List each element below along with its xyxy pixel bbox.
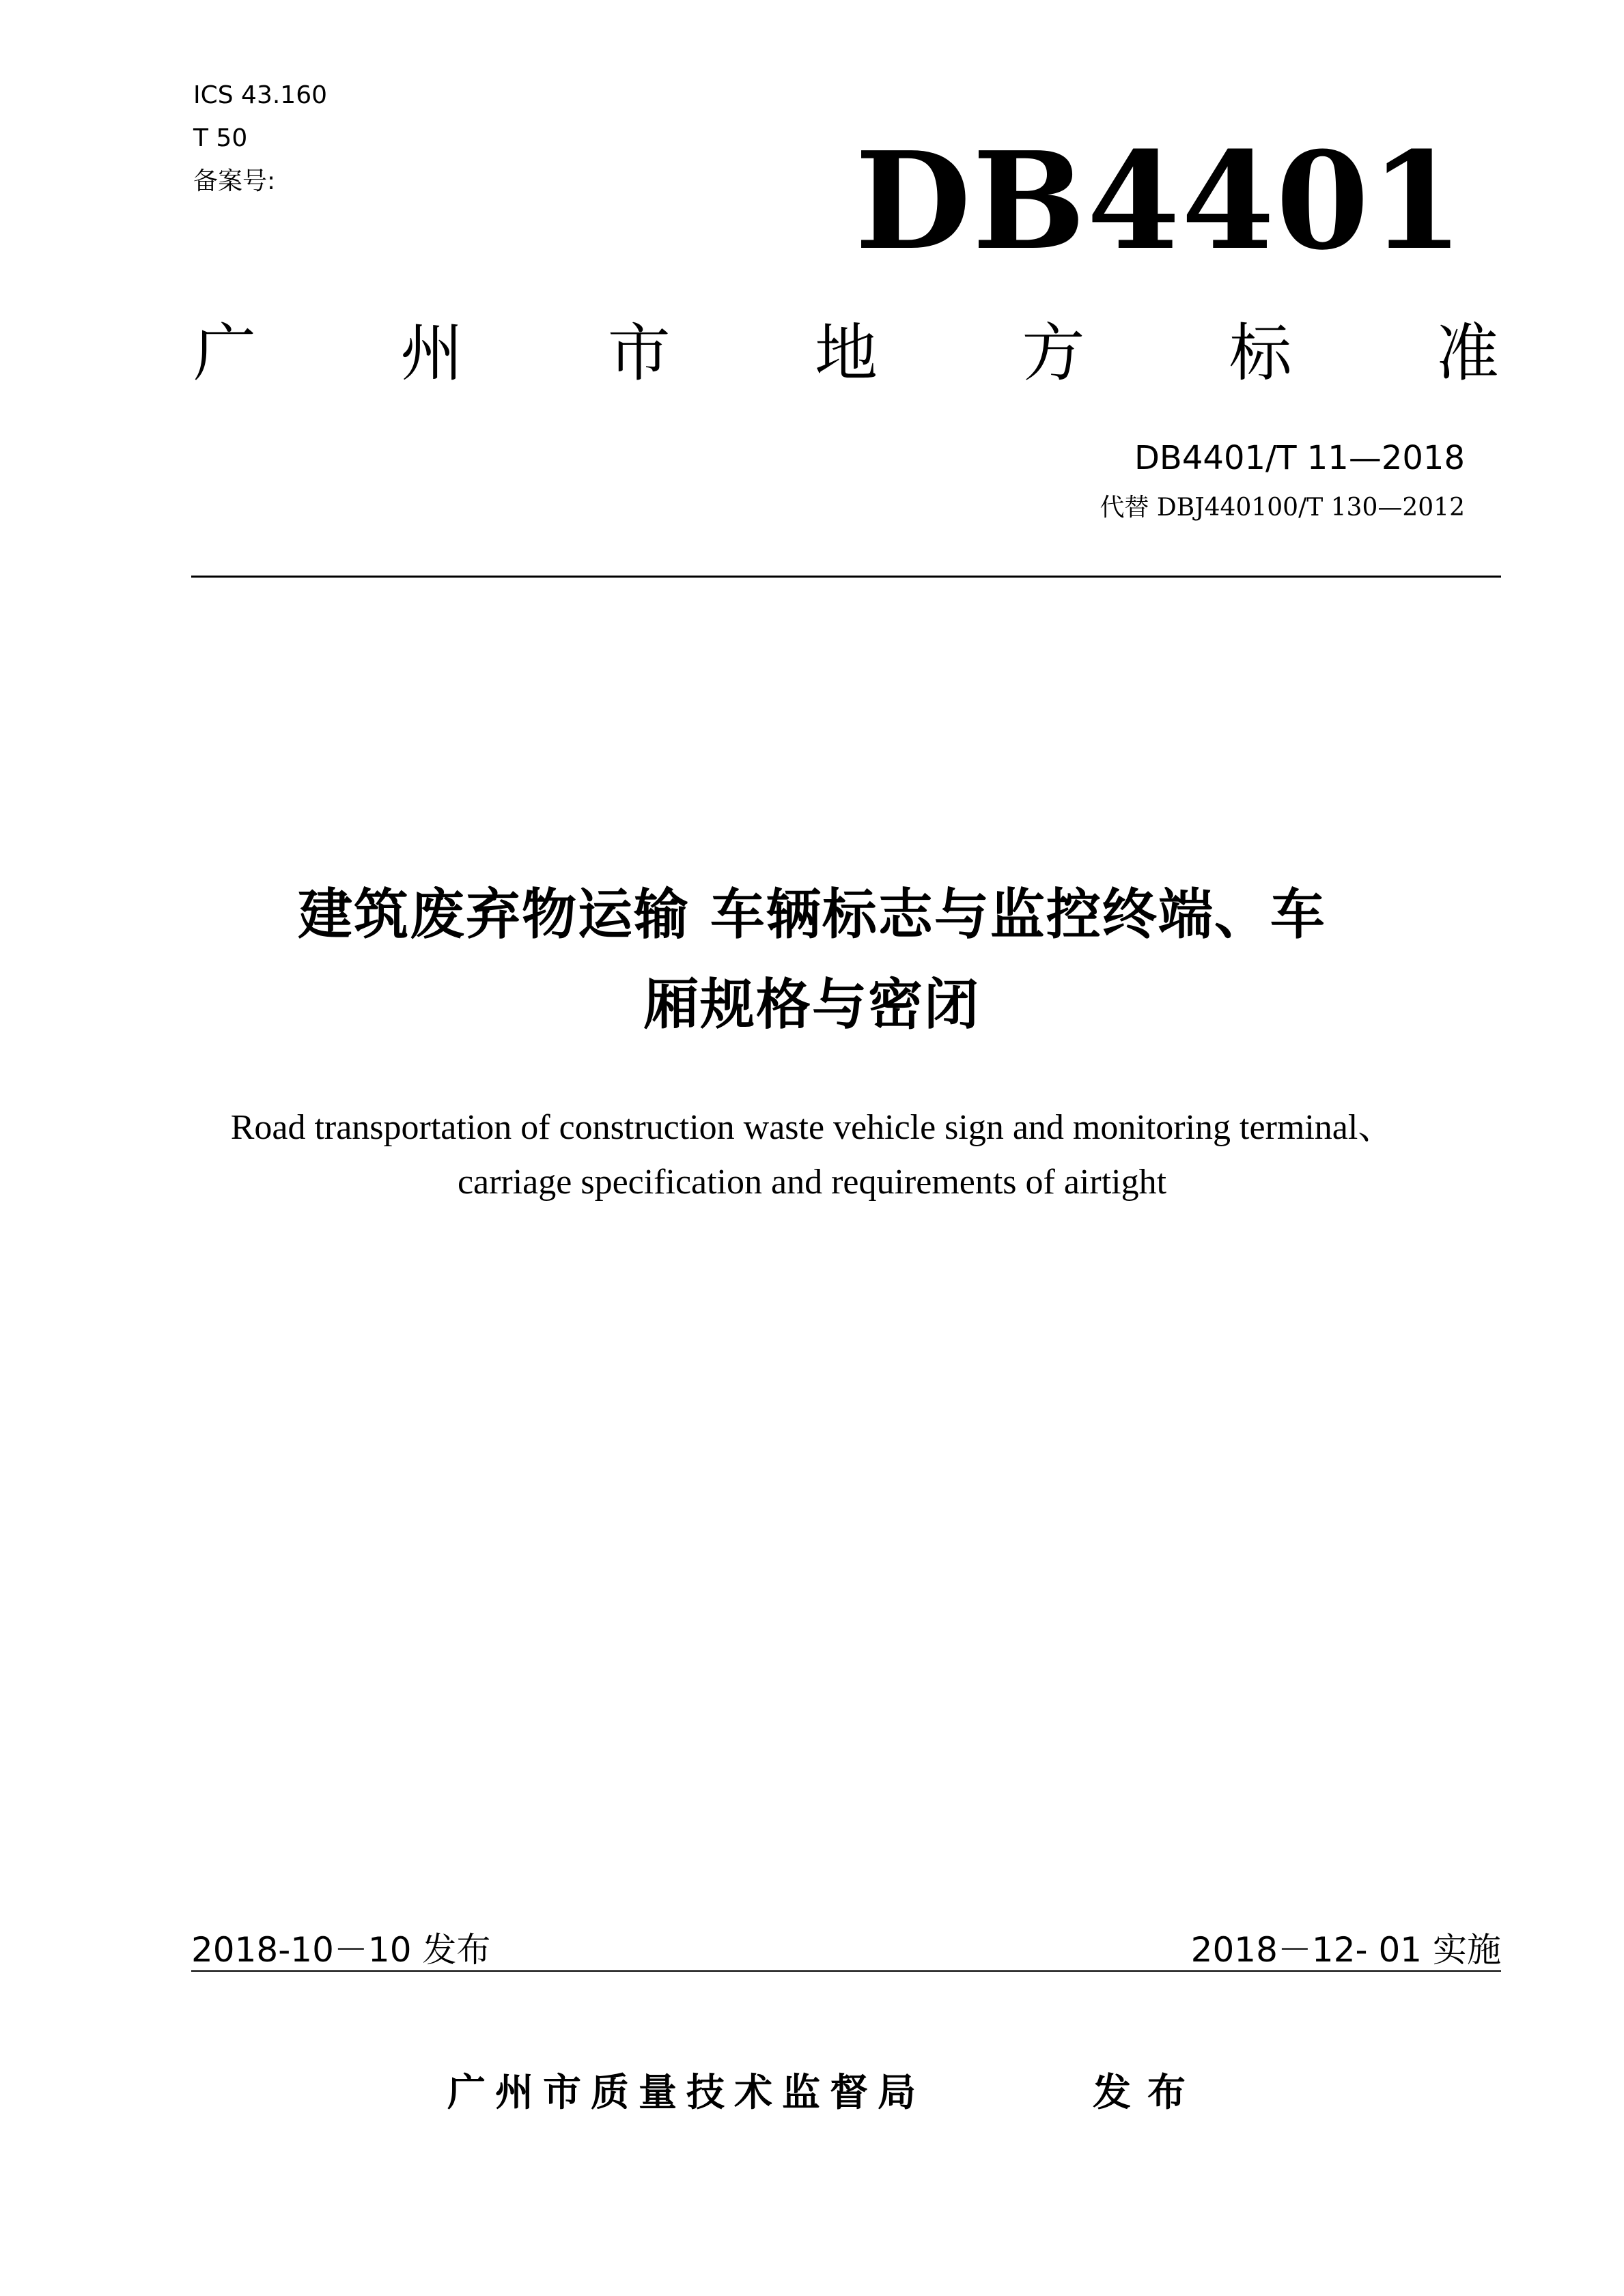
standard-series-code: DB4401: [854, 123, 1465, 280]
document-type-char: 州: [400, 317, 464, 390]
document-type-char: 方: [1022, 317, 1085, 390]
standard-number: DB4401/T 11—2018: [1134, 439, 1465, 477]
document-type: [193, 313, 1499, 395]
document-type-char: 市: [607, 317, 671, 390]
classification-code: T 50: [193, 124, 248, 152]
issued-label: 发布: [1093, 2071, 1202, 2115]
title-english-line-2: carriage specification and requirements of airtight: [457, 1163, 1167, 1202]
footer-divider: [191, 1970, 1501, 1972]
document-type-char: 广: [193, 317, 257, 390]
title-chinese-line-1: 建筑废弃物运输 车辆标志与监控终端、车: [298, 883, 1326, 946]
document-type-char: 地: [814, 317, 878, 390]
replaces-standard: 代替 DBJ440100/T 130—2012: [1100, 494, 1465, 522]
document-type-char: 准: [1436, 317, 1499, 390]
title-chinese-line-2: 厢规格与密闭: [644, 973, 980, 1036]
effective-date: 2018－12- 01 实施: [1190, 1930, 1501, 1970]
issue-date: 2018-10－10 发布: [191, 1930, 491, 1970]
issuing-authority: 广州市质量技术监督局: [447, 2071, 925, 2115]
record-number-label: 备案号:: [193, 167, 276, 195]
header-divider: [191, 576, 1501, 578]
document-type-char: 标: [1229, 317, 1292, 390]
title-english-line-1: Road transportation of construction waste vehicle sign and monitoring terminal、: [230, 1108, 1394, 1147]
ics-code: ICS 43.160: [193, 81, 328, 109]
